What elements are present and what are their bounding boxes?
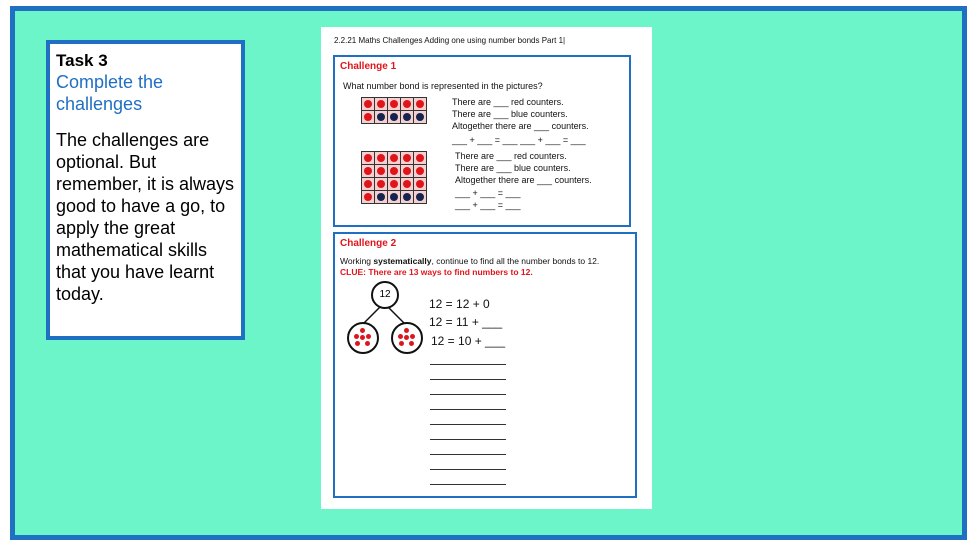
g1-line-4: ___ + ___ = ___ ___ + ___ = ___ xyxy=(452,135,586,145)
number-bond-part-right xyxy=(391,322,423,354)
counter-cell xyxy=(414,191,426,203)
ten-frame-1 xyxy=(361,97,427,124)
answer-line xyxy=(430,469,506,470)
counter-cell xyxy=(388,178,400,190)
answer-line xyxy=(430,454,506,455)
answer-line xyxy=(430,364,506,365)
counter-cell xyxy=(414,98,426,110)
counter-cell xyxy=(401,165,413,177)
g2-line-2: There are ___ blue counters. xyxy=(455,163,571,173)
counter-cell xyxy=(375,152,387,164)
g2-line-5: ___ + ___ = ___ xyxy=(455,200,521,210)
counter-cell xyxy=(388,191,400,203)
counter-cell xyxy=(362,98,374,110)
counter-cell xyxy=(414,152,426,164)
answer-line xyxy=(430,424,506,425)
counter-cell xyxy=(401,111,413,123)
counter-cell xyxy=(375,191,387,203)
counter-cell xyxy=(362,111,374,123)
answer-line xyxy=(430,439,506,440)
g2-line-4: ___ + ___ = ___ xyxy=(455,188,521,198)
challenge-2-clue: CLUE: There are 13 ways to find numbers to 12. xyxy=(340,267,533,277)
equation-2: 12 = 11 + ___ xyxy=(429,315,503,329)
counter-cell xyxy=(362,178,374,190)
equation-3: 12 = 10 + ___ xyxy=(431,334,506,348)
answer-line xyxy=(430,394,506,395)
counter-cell xyxy=(414,165,426,177)
worksheet-title: 2.2.21 Maths Challenges Adding one using number bonds Part 1| xyxy=(334,36,566,45)
counter-cell xyxy=(414,111,426,123)
g2-line-3: Altogether there are ___ counters. xyxy=(455,175,592,185)
answer-line xyxy=(430,484,506,485)
task-body: The challenges are optional. But remember, it is always good to have a go, to apply the great mathematical skills that you have learnt today. xyxy=(56,130,235,304)
counter-cell xyxy=(375,98,387,110)
counter-cell xyxy=(401,191,413,203)
counter-cell xyxy=(388,152,400,164)
counter-cell xyxy=(388,98,400,110)
g1-line-2: There are ___ blue counters. xyxy=(452,109,568,119)
number-bond-part-left xyxy=(347,322,379,354)
task-title: Task 3 xyxy=(56,51,108,70)
counter-cell xyxy=(388,165,400,177)
counter-cell xyxy=(388,111,400,123)
counter-cell xyxy=(401,178,413,190)
counter-cell xyxy=(362,191,374,203)
g1-line-1: There are ___ red counters. xyxy=(452,97,564,107)
challenge-2-heading: Challenge 2 xyxy=(340,238,397,249)
challenge-1-question: What number bond is represented in the pictures? xyxy=(343,81,543,91)
challenge-2-box xyxy=(333,232,637,498)
counter-cell xyxy=(414,178,426,190)
challenge-1-box xyxy=(333,55,631,227)
challenge-2-instruction: Working systematically, continue to find all the number bonds to 12. xyxy=(340,256,600,266)
counter-cell xyxy=(375,165,387,177)
number-bond-whole: 12 xyxy=(371,281,399,309)
counter-cell xyxy=(362,165,374,177)
counter-cell xyxy=(401,152,413,164)
task-panel xyxy=(46,40,245,340)
equation-1: 12 = 12 + 0 xyxy=(429,297,490,311)
counter-cell xyxy=(375,178,387,190)
counter-cell xyxy=(362,152,374,164)
g1-line-3: Altogether there are ___ counters. xyxy=(452,121,589,131)
answer-line xyxy=(430,379,506,380)
answer-line xyxy=(430,409,506,410)
g2-line-1: There are ___ red counters. xyxy=(455,151,567,161)
worksheet xyxy=(321,27,652,509)
counter-cell xyxy=(401,98,413,110)
counter-cell xyxy=(375,111,387,123)
challenge-1-heading: Challenge 1 xyxy=(340,61,397,72)
task-subtitle: Complete the challenges xyxy=(56,72,164,114)
ten-frame-2 xyxy=(361,151,427,204)
